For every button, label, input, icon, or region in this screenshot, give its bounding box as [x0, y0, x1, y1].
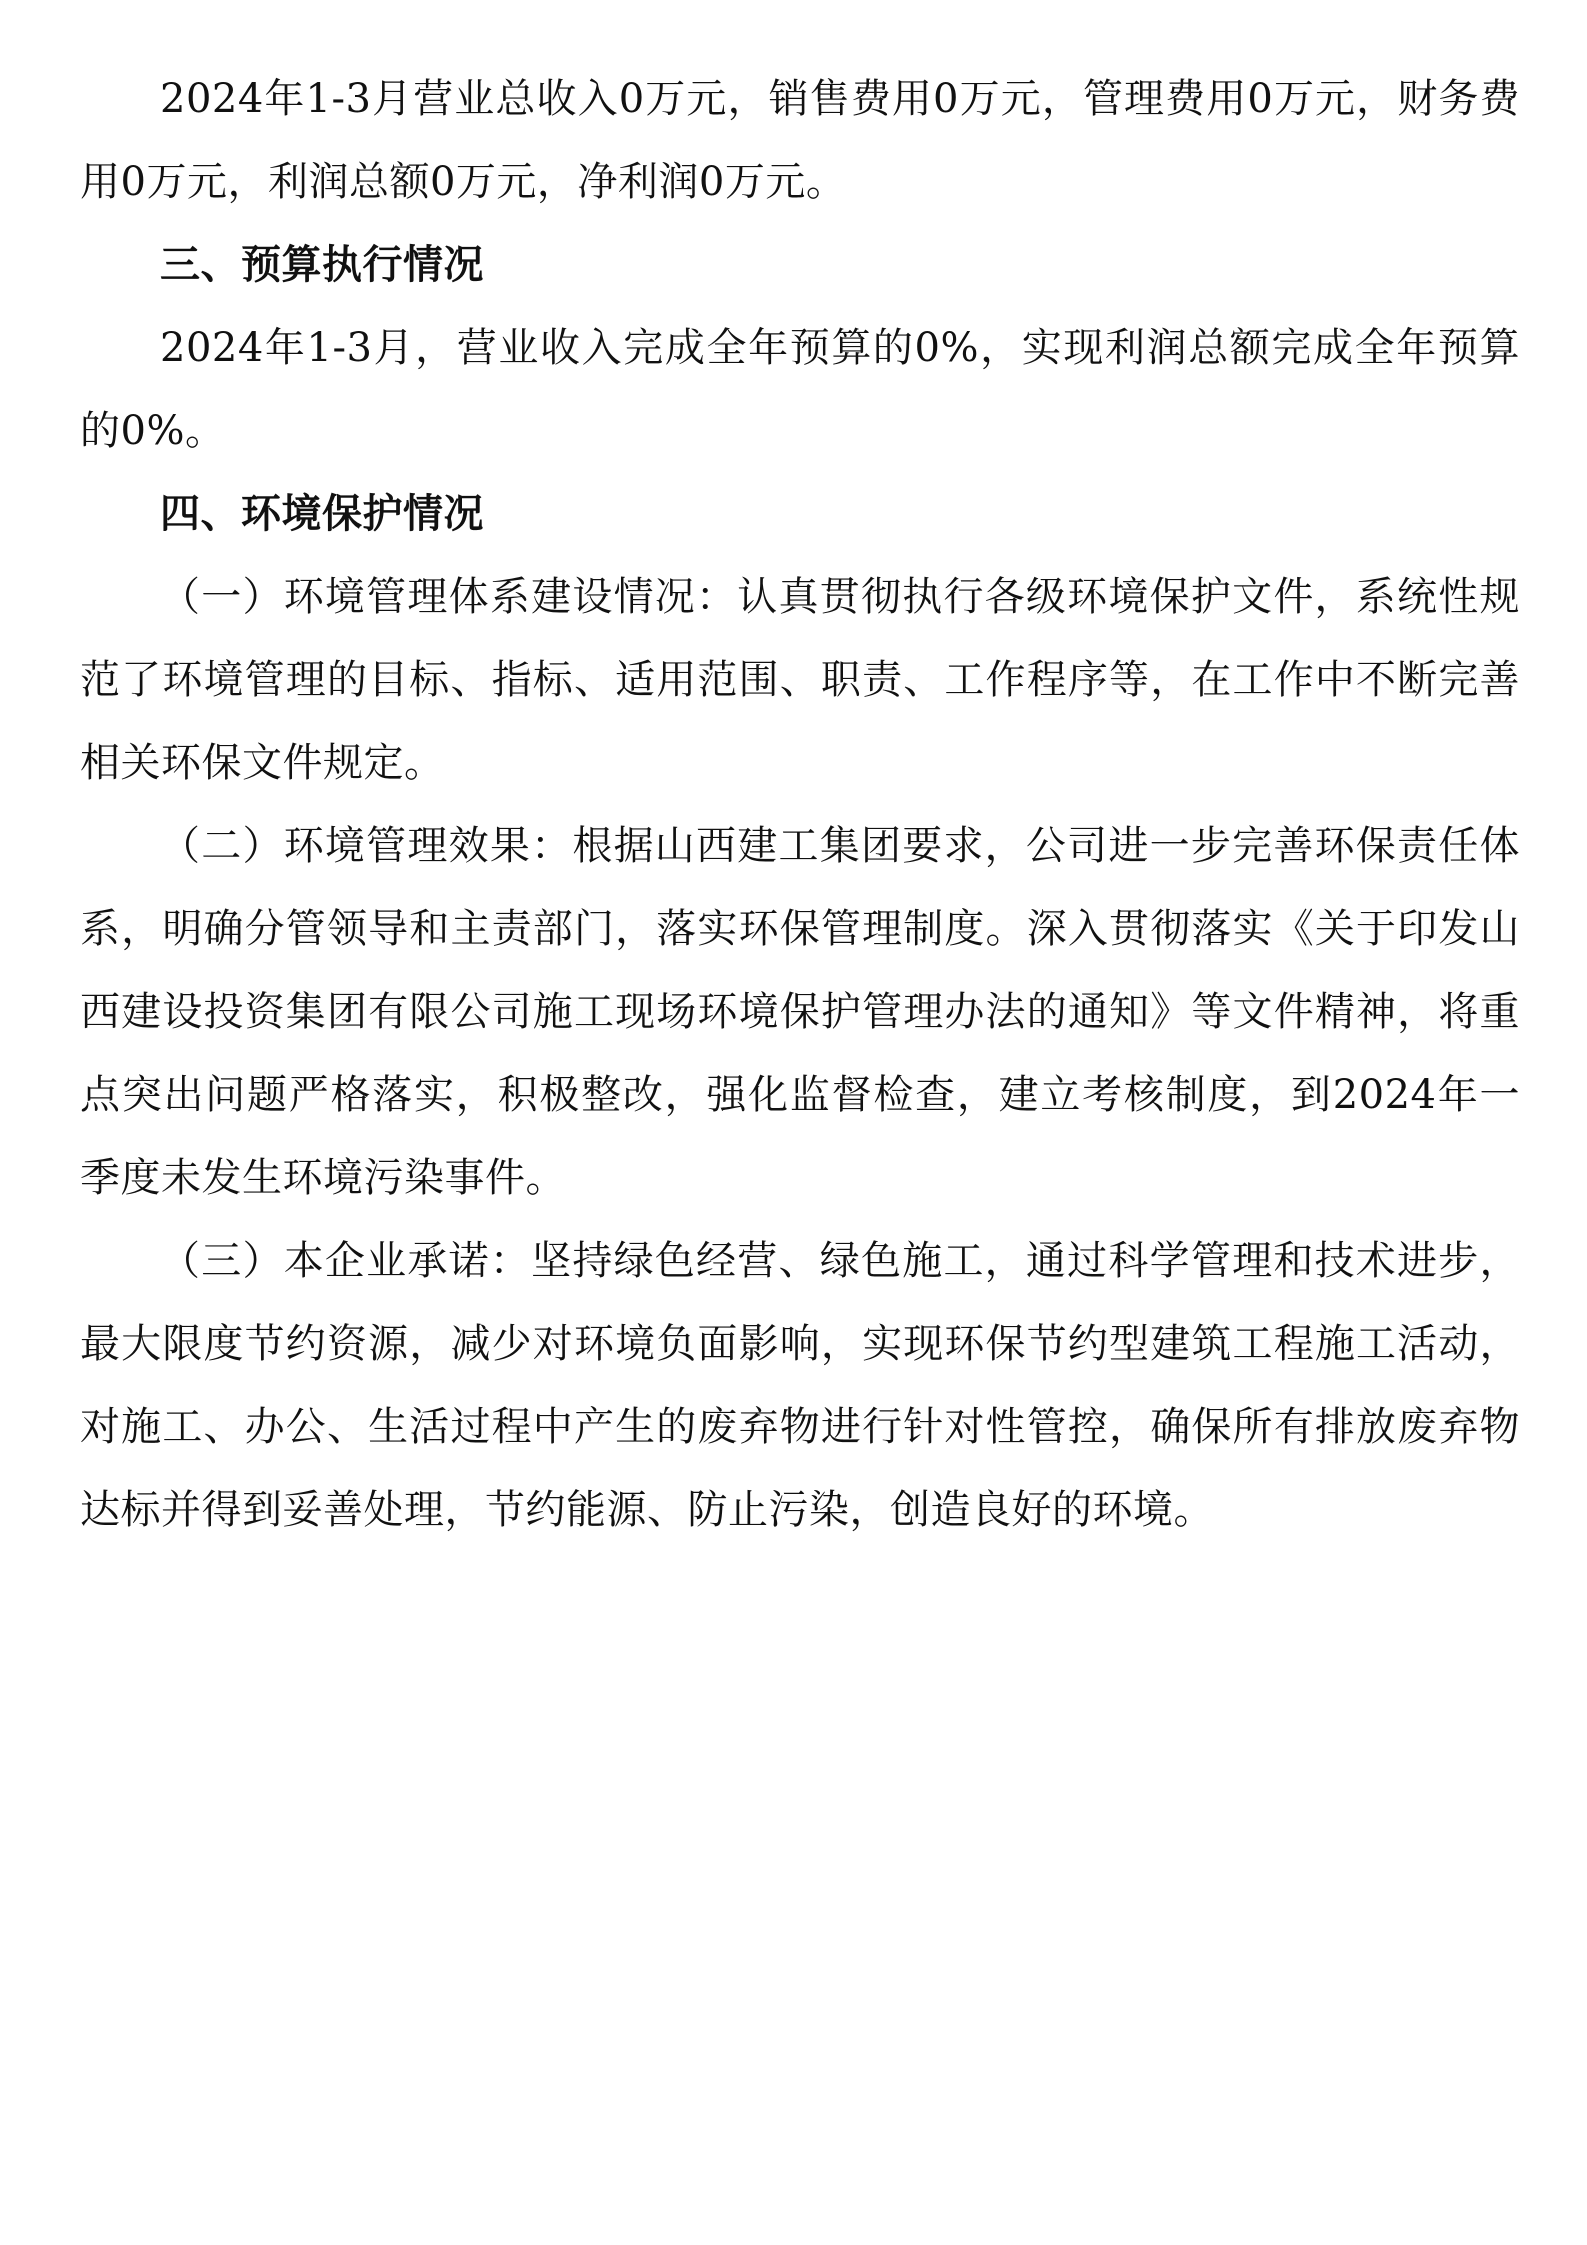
section-heading-budget: 三、预算执行情况	[160, 242, 484, 288]
paragraph-budget-execution: 2024年1-3月，营业收入完成全年预算的0%，实现利润总额完成全年预算的0%。	[80, 325, 1520, 454]
document-body	[80, 58, 1520, 1552]
paragraph-income-summary: 2024年1-3月营业总收入0万元，销售费用0万元，管理费用0万元，财务费用0万元，利润总额0万元，净利润0万元。	[80, 76, 1520, 205]
section-heading-environment: 四、环境保护情况	[160, 491, 484, 537]
paragraph-env-commitment: （三）本企业承诺：坚持绿色经营、绿色施工，通过科学管理和技术进步，最大限度节约资源，减少对环境负面影响，实现环保节约型建筑工程施工活动，对施工、办公、生活过程中产生的废弃物进行针对性管控，确保所有排放废弃物达标并得到妥善处理，节约能源、防止污染，创造良好的环境。	[80, 1238, 1520, 1533]
paragraph-env-effect: （二）环境管理效果：根据山西建工集团要求，公司进一步完善环保责任体系，明确分管领导和主责部门，落实环保管理制度。深入贯彻落实《关于印发山西建设投资集团有限公司施工现场环境保护管理办法的通知》等文件精神，将重点突出问题严格落实，积极整改，强化监督检查，建立考核制度，到2024年一季度未发生环境污染事件。	[80, 823, 1520, 1201]
paragraph-env-system: （一）环境管理体系建设情况：认真贯彻执行各级环境保护文件，系统性规范了环境管理的目标、指标、适用范围、职责、工作程序等，在工作中不断完善相关环保文件规定。	[80, 574, 1520, 786]
